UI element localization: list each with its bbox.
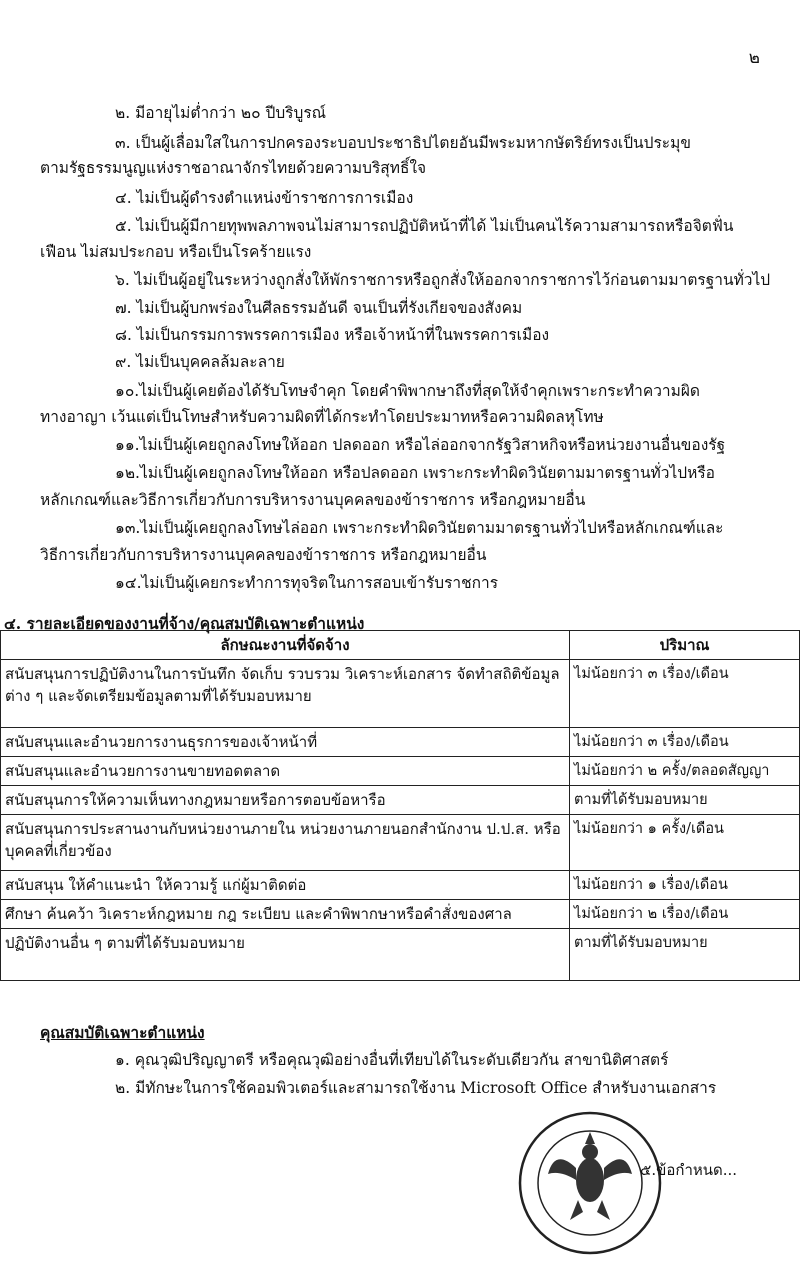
table-row [1, 815, 800, 871]
task-cell: สนับสนุนการประสานงานกับหน่วยงานภายใน หน่วยงานภายนอกสำนักงาน ป.ป.ส. หรือบุคคลที่เกี่ยวข้อง [1, 815, 570, 871]
qualification-line: ๖. ไม่เป็นผู้อยู่ในระหว่างถูกสั่งให้พักราชการหรือถูกสั่งให้ออกจากราชการไว้ก่อนตามมาตรฐานทั่วไป [115, 271, 771, 289]
qualification-line: ๑๐.ไม่เป็นผู้เคยต้องได้รับโทษจำคุก โดยคำพิพากษาถึงที่สุดให้จำคุกเพราะกระทำความผิด [115, 382, 700, 400]
qualification-line: ๑๓.ไม่เป็นผู้เคยถูกลงโทษไล่ออก เพราะกระทำผิดวินัยตามมาตรฐานทั่วไปหรือหลักเกณฑ์และ [115, 519, 724, 537]
qualification-line: ๑๒.ไม่เป็นผู้เคยถูกลงโทษให้ออก หรือปลดออก เพราะกระทำผิดวินัยตามมาตรฐานทั่วไปหรือ [115, 464, 715, 482]
column-header-quantity: ปริมาณ [570, 631, 800, 660]
table-row [1, 871, 800, 900]
page-number: ๒ [748, 48, 760, 68]
specific-qualifications-heading: คุณสมบัติเฉพาะตำแหน่ง [40, 1023, 205, 1042]
specific-qualification-line: ๒. มีทักษะในการใช้คอมพิวเตอร์และสามารถใช้งาน Microsoft Office สำหรับงานเอกสาร [115, 1079, 717, 1097]
table-row [1, 786, 800, 815]
quantity-cell: ตามที่ได้รับมอบหมาย [570, 929, 800, 981]
qualification-line: ตามรัฐธรรมนูญแห่งราชอาณาจักรไทยด้วยความบริสุทธิ์ใจ [40, 159, 427, 177]
quantity-cell: ไม่น้อยกว่า ๓ เรื่อง/เดือน [570, 728, 800, 757]
office-seal-image [515, 1108, 665, 1258]
qualification-line: ๗. ไม่เป็นผู้บกพร่องในศีลธรรมอันดี จนเป็นที่รังเกียจของสังคม [115, 299, 523, 317]
quantity-cell: ไม่น้อยกว่า ๑ ครั้ง/เดือน [570, 815, 800, 871]
task-cell: สนับสนุนการให้ความเห็นทางกฎหมายหรือการตอบข้อหารือ [1, 786, 570, 815]
task-cell: สนับสนุนการปฏิบัติงานในการบันทึก จัดเก็บ รวบรวม วิเคราะห์เอกสาร จัดทำสถิติข้อมูล ต่าง ๆ และจัดเตรียมข้อมูลตามที่ได้รับมอบหมาย [1, 660, 570, 728]
job-duties-table [0, 630, 800, 981]
table-row [1, 728, 800, 757]
continued-marker: ๕.ข้อกำหนด... [640, 1161, 738, 1179]
quantity-cell: ไม่น้อยกว่า ๒ เรื่อง/เดือน [570, 900, 800, 929]
table-row [1, 929, 800, 981]
task-cell: ศึกษา ค้นคว้า วิเคราะห์กฎหมาย กฎ ระเบียบ และคำพิพากษาหรือคำสั่งของศาล [1, 900, 570, 929]
section-4-heading: ๔. รายละเอียดของงานที่จ้าง/คุณสมบัติเฉพาะตำแหน่ง [4, 614, 365, 633]
table-header-row [1, 631, 800, 660]
qualification-line: ๕. ไม่เป็นผู้มีกายทุพพลภาพจนไม่สามารถปฏิบัติหน้าที่ได้ ไม่เป็นคนไร้ความสามารถหรือจิตฟั่น [115, 217, 734, 235]
qualification-line: ๑๔.ไม่เป็นผู้เคยกระทำการทุจริตในการสอบเข้ารับราชการ [115, 574, 499, 592]
qualification-line: หลักเกณฑ์และวิธีการเกี่ยวกับการบริหารงานบุคคลของข้าราชการ หรือกฎหมายอื่น [40, 491, 586, 509]
qualification-line: ๑๑.ไม่เป็นผู้เคยถูกลงโทษให้ออก ปลดออก หรือไล่ออกจากรัฐวิสาหกิจหรือหน่วยงานอื่นของรัฐ [115, 436, 726, 454]
table-row [1, 660, 800, 728]
quantity-cell: ไม่น้อยกว่า ๒ ครั้ง/ตลอดสัญญา [570, 757, 800, 786]
task-cell: ปฏิบัติงานอื่น ๆ ตามที่ได้รับมอบหมาย [1, 929, 570, 981]
qualification-line: ๓. เป็นผู้เลื่อมใสในการปกครองระบอบประชาธิปไตยอันมีพระมหากษัตริย์ทรงเป็นประมุข [115, 134, 691, 152]
qualification-line: ๘. ไม่เป็นกรรมการพรรคการเมือง หรือเจ้าหน้าที่ในพรรคการเมือง [115, 326, 550, 344]
qualification-line: เฟือน ไม่สมประกอบ หรือเป็นโรคร้ายแรง [40, 243, 312, 261]
task-cell: สนับสนุนและอำนวยการงานธุรการของเจ้าหน้าที่ [1, 728, 570, 757]
column-header-task: ลักษณะงานที่จัดจ้าง [1, 631, 570, 660]
quantity-cell: ไม่น้อยกว่า ๑ เรื่อง/เดือน [570, 871, 800, 900]
qualification-line: ทางอาญา เว้นแต่เป็นโทษสำหรับความผิดที่ได้กระทำโดยประมาทหรือความผิดลหุโทษ [40, 408, 604, 426]
qualification-line: ๔. ไม่เป็นผู้ดำรงตำแหน่งข้าราชการการเมือง [115, 189, 414, 207]
quantity-cell: ตามที่ได้รับมอบหมาย [570, 786, 800, 815]
qualification-line: ๒. มีอายุไม่ต่ำกว่า ๒๐ ปีบริบูรณ์ [115, 104, 327, 122]
task-cell: สนับสนุน ให้คำแนะนำ ให้ความรู้ แก่ผู้มาติดต่อ [1, 871, 570, 900]
task-cell: สนับสนุนและอำนวยการงานขายทอดตลาด [1, 757, 570, 786]
qualification-line: วิธีการเกี่ยวกับการบริหารงานบุคคลของข้าราชการ หรือกฎหมายอื่น [40, 546, 487, 564]
table-row [1, 757, 800, 786]
specific-qualification-line: ๑. คุณวุฒิปริญญาตรี หรือคุณวุฒิอย่างอื่นที่เทียบได้ในระดับเดียวกัน สาขานิติศาสตร์ [115, 1051, 669, 1069]
table-row [1, 900, 800, 929]
qualification-line: ๙. ไม่เป็นบุคคลล้มละลาย [115, 353, 285, 371]
quantity-cell: ไม่น้อยกว่า ๓ เรื่อง/เดือน [570, 660, 800, 728]
garuda-emblem-icon [548, 1132, 632, 1220]
